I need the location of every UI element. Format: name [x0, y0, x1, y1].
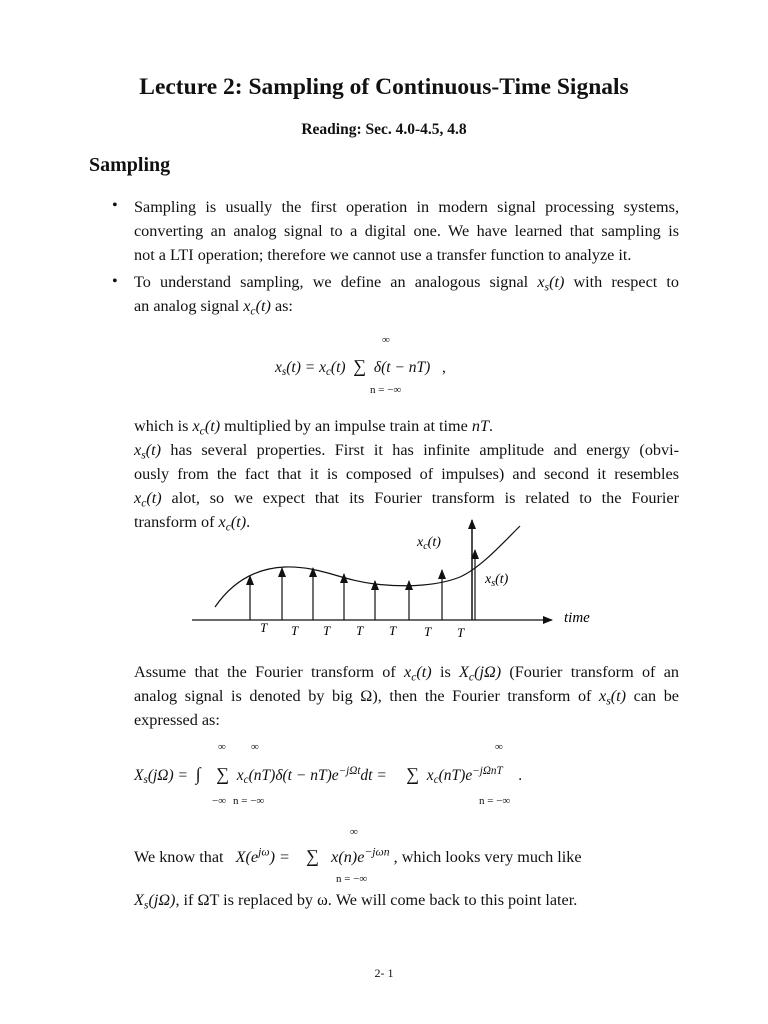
- t-tick-label: T: [424, 624, 432, 639]
- eq2-integral-upper: ∞: [218, 741, 226, 753]
- eq2-sum1-upper: ∞: [251, 741, 259, 753]
- reading-assignment: Reading: Sec. 4.0-4.5, 4.8: [301, 121, 467, 138]
- para2-line-4: transform of $x_c(t)$.: [134, 513, 251, 534]
- page-title: Lecture 2: Sampling of Continuous-Time Signals: [139, 74, 629, 100]
- para2-line-3: $x_c(t)$ alot, so we expect that its Fourier transform is related to the Fourier: [134, 489, 679, 510]
- para3-line-3: expressed as:: [134, 711, 220, 729]
- xs-label: $x_s(t)$: [485, 572, 509, 589]
- para2-line-1: $x_s(t)$ has several properties. First it has infinite amplitude and energy (obvi-: [134, 441, 679, 462]
- continuous-signal-curve: [215, 526, 520, 607]
- equation-3-line: We know that $X(e^{j\omega})$ = ∑ $x(n)e^{-j\omega n}$ , which looks very much like: [134, 845, 582, 866]
- eq1-lower-limit: n = −∞: [370, 384, 402, 396]
- eq2-sum2-lower: n = −∞: [479, 795, 511, 807]
- paragraph-fourier: [134, 660, 679, 732]
- t-tick-label: T: [389, 623, 397, 638]
- xc-label: $x_c(t)$: [417, 535, 441, 552]
- eq1-upper-limit: ∞: [382, 334, 390, 346]
- para3-line-1: Assume that the Fourier transform of $x_c(t)$ is $X_c(j\Omega)$ (Fourier transform of an: [134, 663, 679, 684]
- eq3-upper-limit: ∞: [350, 826, 358, 838]
- para4-line-2: $X_s(j\Omega)$, if ΩT is replaced by ω. We will come back to this point later.: [134, 891, 578, 912]
- para3-line-2: analog signal is denoted by big Ω), then the Fourier transform of $x_s(t)$ can be: [134, 687, 679, 708]
- bullet-2: [134, 270, 679, 318]
- t-tick-label: T: [291, 623, 299, 638]
- bullet-2-line-1: To understand sampling, we define an analogous signal $x_s(t)$ with respect to: [134, 273, 679, 294]
- eq2-integral-lower: −∞: [212, 795, 227, 807]
- eq2-sum1-lower: n = −∞: [233, 795, 265, 807]
- bullet-1-line-1: Sampling is usually the first operation in modern signal processing systems,: [134, 198, 679, 216]
- eq2-sum2-upper: ∞: [495, 741, 503, 753]
- para1-line: which is $x_c(t)$ multiplied by an impulse train at time nT.: [134, 417, 494, 438]
- bullet-2-line-2: an analog signal $x_c(t)$ as:: [134, 297, 293, 318]
- eq3-lower-limit: n = −∞: [336, 873, 368, 885]
- para2-line-2: ously from the fact that it is composed of impulses) and second it resembles: [134, 465, 679, 483]
- time-axis-label: time: [564, 610, 590, 626]
- bullet-1: [134, 195, 679, 267]
- bullet-marker: •: [112, 196, 118, 214]
- t-tick-label: T: [323, 623, 331, 638]
- t-tick-label: T: [457, 625, 465, 640]
- equation-1: $x_s(t) = x_c(t)$ ∑ δ(t − nT) ,: [275, 356, 446, 379]
- t-tick-label: T: [356, 623, 364, 638]
- bullet-1-line-2: converting an analog signal to a digital one. We have learned that sampling is: [134, 222, 679, 240]
- sampling-figure: [180, 510, 610, 645]
- bullet-marker: •: [112, 272, 118, 290]
- page-number: 2- 1: [374, 966, 394, 980]
- section-heading: Sampling: [89, 154, 171, 176]
- bullet-1-line-3: not a LTI operation; therefore we cannot use a transfer function to analyze it.: [134, 246, 632, 264]
- t-tick-label: T: [260, 620, 268, 635]
- equation-2: $X_s(j\Omega)$ = ∫ ∑ $x_c(nT)\delta(t - nT)e^{-j\Omega t}dt$ = ∑ $x_c(nT)e^{-j\Omega nT}$ .: [134, 764, 523, 787]
